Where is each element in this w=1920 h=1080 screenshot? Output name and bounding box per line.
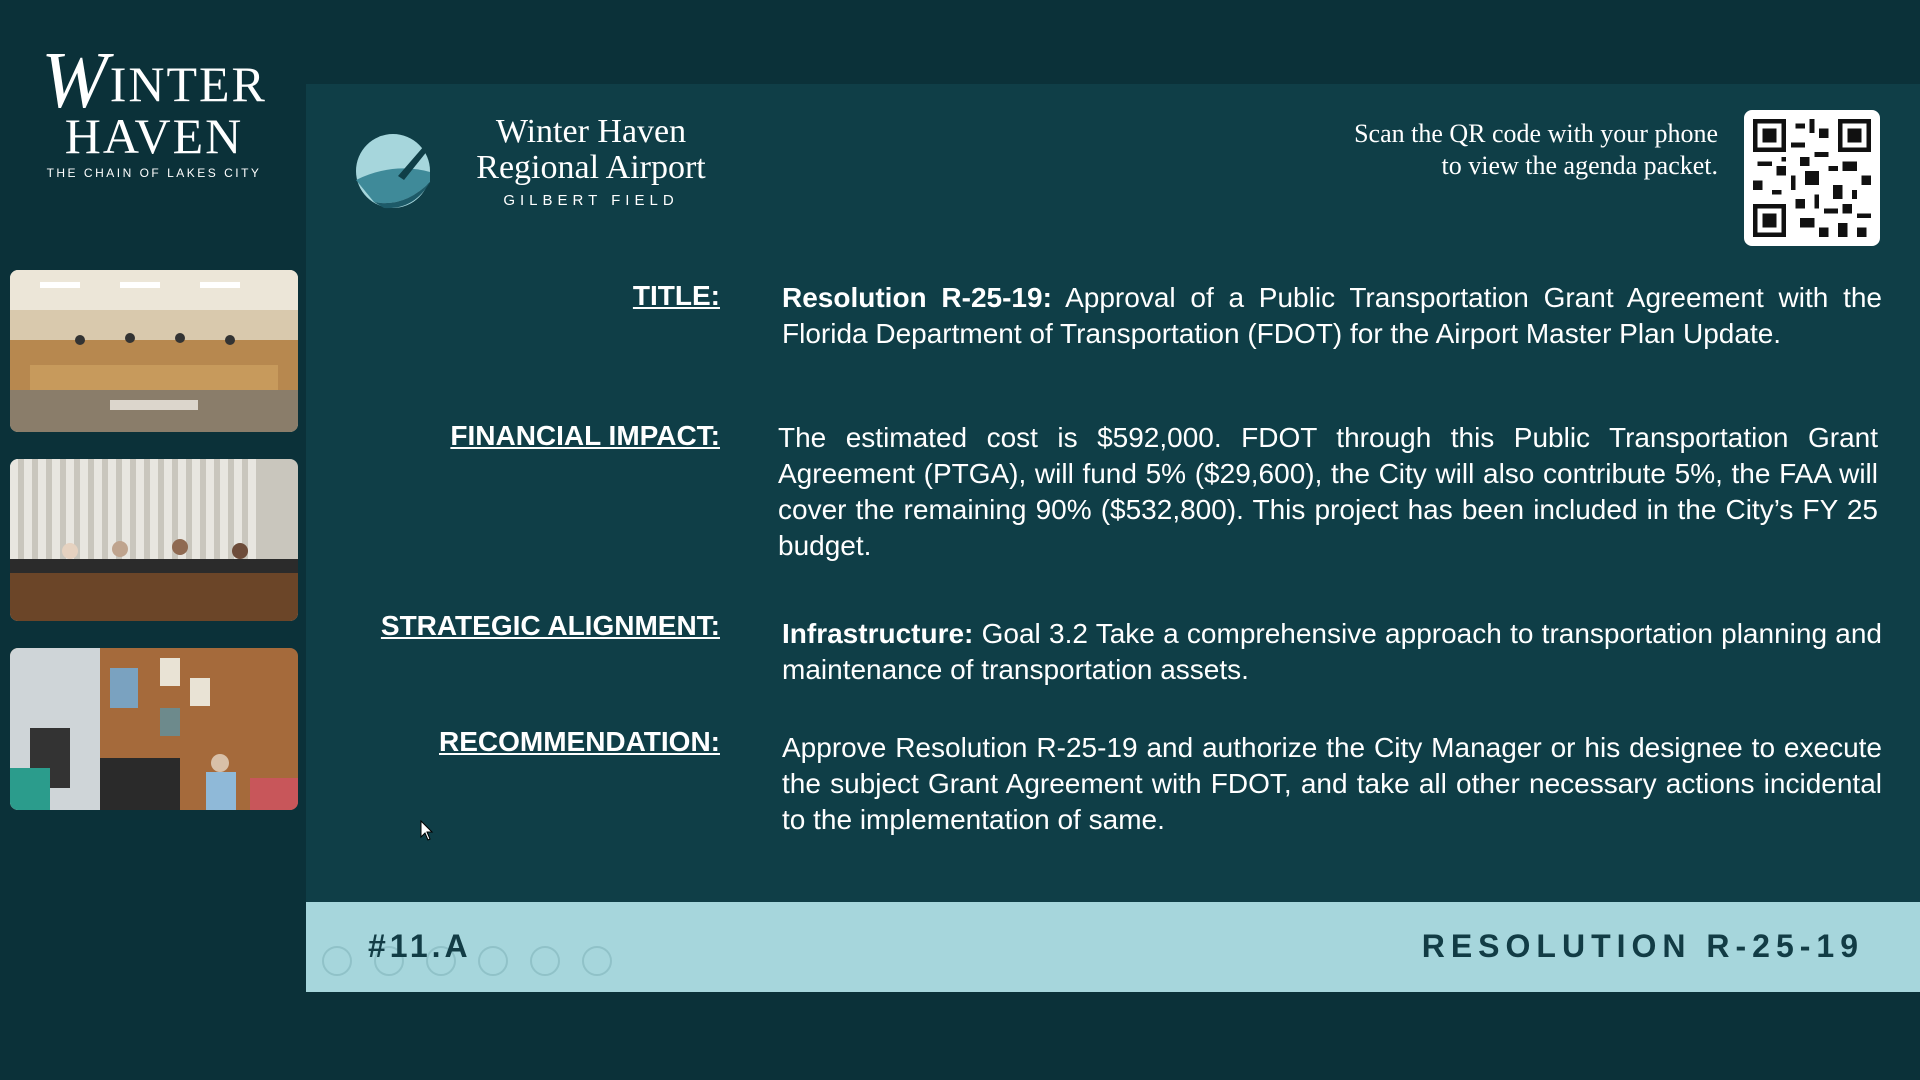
settings-icon <box>530 946 560 976</box>
rewind-icon <box>322 946 352 976</box>
airport-logo <box>354 114 734 224</box>
footer-bar <box>306 902 1920 992</box>
camera-feed-podium[interactable] <box>10 648 298 810</box>
strategic-alignment-label: STRATEGIC ALIGNMENT: <box>380 610 720 641</box>
recommendation-label: RECOMMENDATION: <box>438 726 720 757</box>
dais-camera-image <box>10 270 298 432</box>
mouse-cursor-icon <box>420 820 434 842</box>
qr-instructions: Scan the QR code with your phone to view the agenda packet. <box>1354 119 1718 180</box>
sidebar <box>0 0 306 1080</box>
qr-code-icon <box>1753 119 1871 237</box>
financial-impact-label: FINANCIAL IMPACT: <box>450 420 720 451</box>
winter-haven-city-logo: WINTER HAVEN THE CHAIN OF LAKES CITY <box>41 37 267 180</box>
agenda-item-number: #11.A <box>368 928 472 964</box>
strategic-alignment-text: Infrastructure: Goal 3.2 Take a comprehensive approach to transportation planning and maintenance of transportation assets. <box>782 618 1882 685</box>
volume-icon <box>478 946 508 976</box>
more-icon <box>582 946 612 976</box>
podium-camera-image <box>10 648 298 810</box>
title-label: TITLE: <box>632 280 720 311</box>
airport-name: Winter Haven Regional Airport GILBERT FIELD <box>476 113 706 209</box>
financial-impact-text: The estimated cost is $592,000. FDOT through this Public Transportation Grant Agreement (PTGA), will fund 5% ($29,600), the City will also contribute 5%, the FAA will cover the remaining 90% ($532,800). This project has been included in the City’s FY 25 budget. <box>778 422 1878 561</box>
recommendation-text: Approve Resolution R-25-19 and authorize the City Manager or his designee to execute the subject Grant Agreement with FDOT, and take all other necessary actions incidental to the implementation of same. <box>782 732 1882 835</box>
resolution-number: RESOLUTION R-25-19 <box>1421 928 1864 964</box>
commission-camera-image <box>10 459 298 621</box>
agenda-qr-code[interactable] <box>1744 110 1880 246</box>
agenda-slide <box>306 84 1920 990</box>
airport-emblem-icon <box>354 132 432 210</box>
camera-feed-commission[interactable] <box>10 459 298 621</box>
camera-feed-dais[interactable] <box>10 270 298 432</box>
title-text: Resolution R-25-19: Approval of a Public Transportation Grant Agreement with the Florida Department of Transportation (FDOT) for the Airport Master Plan Update. <box>782 282 1882 349</box>
